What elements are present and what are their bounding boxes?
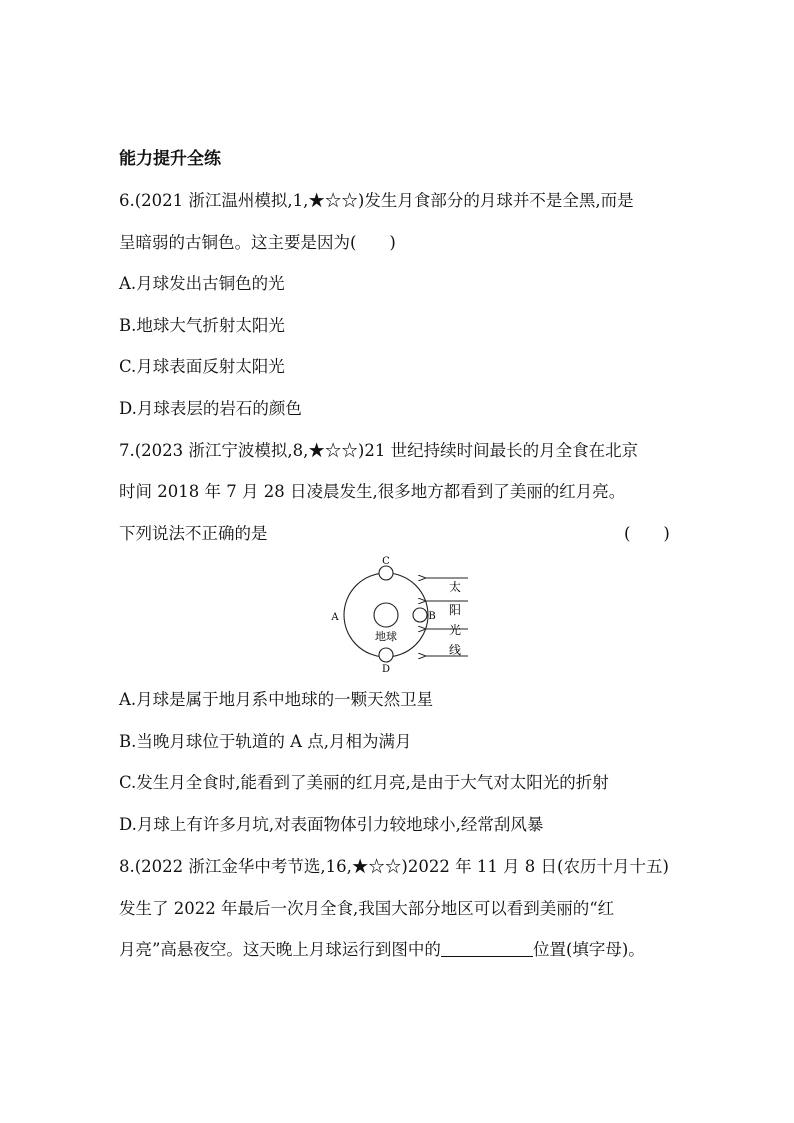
q8-line3-after: 位置(填字母)。 (532, 940, 645, 959)
sunlight-label-1: 太 (448, 580, 462, 594)
q7-option-d: D.月球上有许多月坑,对表面物体引力较地球小,经常刮风暴 (119, 815, 544, 834)
q7-stem-line-2: 时间 2018 年 7 月 28 日凌晨发生,很多地方都看到了美丽的红月亮。 (119, 482, 626, 501)
earth-moon-orbit-diagram (320, 552, 480, 677)
section-title: 能力提升全练 (119, 149, 221, 169)
moon-position-c (379, 566, 393, 580)
q6-option-a: A.月球发出古铜色的光 (119, 274, 285, 293)
label-c: C (382, 556, 390, 567)
q6-option-c: C.月球表面反射太阳光 (119, 357, 285, 376)
q8-stem-line-3 (119, 939, 645, 961)
sunlight-label-3: 光 (448, 623, 462, 637)
sunlight-label-2: 阳 (448, 603, 462, 617)
label-b: B (428, 611, 436, 622)
q6-stem-line-2: 呈暗弱的古铜色。这主要是因为( ) (119, 233, 396, 252)
q7-answer-paren: ( ) (624, 524, 670, 543)
moon-position-b (413, 608, 427, 622)
q6-option-d: D.月球表层的岩石的颜色 (119, 399, 302, 418)
q8-line3-before: 月亮”高悬夜空。这天晚上月球运行到图中的 (119, 940, 441, 959)
q7-stem-line-1: 7.(2023 浙江宁波模拟,8,★☆☆)21 世纪持续时间最长的月全食在北京 (119, 441, 639, 460)
q6-option-b: B.地球大气折射太阳光 (119, 316, 285, 335)
q7-option-a: A.月球是属于地月系中地球的一颗天然卫星 (119, 690, 434, 709)
q7-option-c: C.发生月全食时,能看到了美丽的红月亮,是由于大气对太阳光的折射 (119, 773, 609, 792)
sunlight-label-4: 线 (448, 643, 462, 657)
earth-label: 地球 (375, 630, 397, 643)
q8-stem-line-1: 8.(2022 浙江金华中考节选,16,★☆☆)2022 年 11 月 8 日(农历十月十五) (119, 857, 669, 876)
q8-stem-line-2: 发生了 2022 年最后一次月全食,我国大部分地区可以看到美丽的“红 (119, 899, 615, 918)
label-a: A (331, 612, 339, 623)
label-d: D (381, 664, 391, 675)
q7-option-b: B.当晚月球位于轨道的 A 点,月相为满月 (119, 732, 412, 751)
answer-blank[interactable] (441, 940, 533, 957)
moon-position-d (379, 648, 393, 662)
q6-stem-line-1: 6.(2021 浙江温州模拟,1,★☆☆)发生月食部分的月球并不是全黑,而是 (119, 191, 634, 210)
q7-stem-line-3: 下列说法不正确的是 (119, 524, 268, 543)
earth (374, 603, 398, 627)
